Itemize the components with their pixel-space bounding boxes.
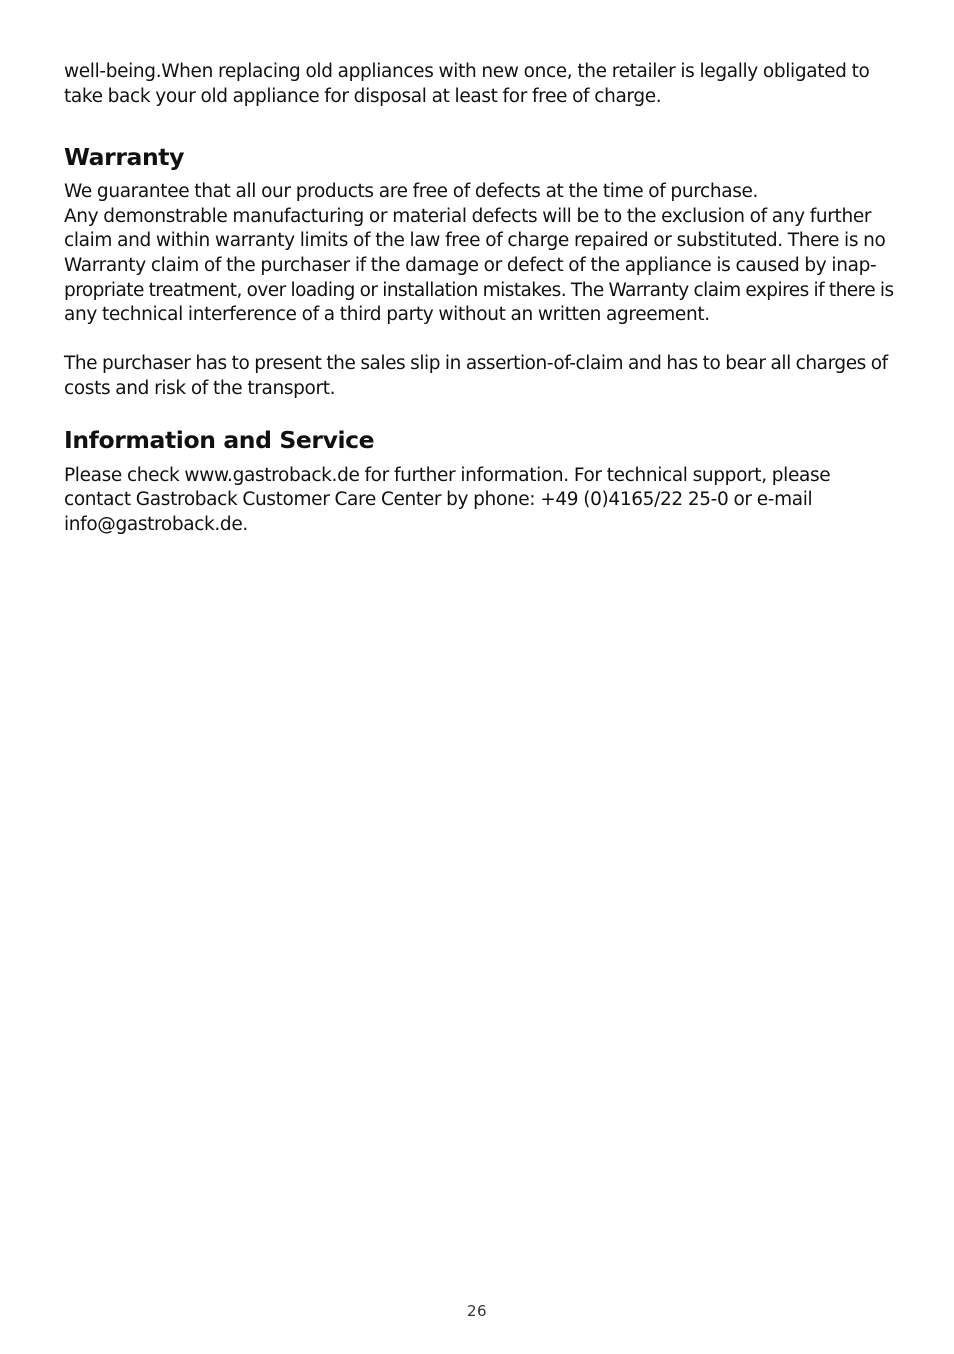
- intro-paragraph: [64, 60, 894, 109]
- warranty-heading: Warranty: [64, 143, 185, 172]
- info-line-2: contact Gastroback Customer Care Center by phone: +49 (0)4165/22 25-0 or e-mail: [64, 489, 813, 511]
- info-line-1: Please check www.gastroback.de for further information. For technical support, please: [64, 464, 831, 486]
- warranty-p1-line-6: any technical interference of a third party without an written agreement.: [64, 304, 710, 326]
- warranty-p2-line-1: The purchaser has to present the sales slip in assertion-of-claim and has to bear all charges of: [64, 353, 888, 375]
- warranty-p1-line-1: We guarantee that all our products are free of defects at the time of purchase.: [64, 181, 759, 203]
- warranty-paragraph-2: [64, 352, 894, 401]
- intro-line-2: take back your old appliance for disposal at least for free of charge.: [64, 85, 662, 107]
- document-page: [64, 60, 894, 537]
- info-service-paragraph: [64, 464, 894, 538]
- warranty-p1-line-5: propriate treatment, over loading or installation mistakes. The Warranty claim expires if there is: [64, 279, 894, 301]
- warranty-p1-line-3: claim and within warranty limits of the law free of charge repaired or substituted. There is no: [64, 230, 886, 252]
- warranty-p1-line-4: Warranty claim of the purchaser if the damage or defect of the appliance is caused by inap-: [64, 254, 877, 276]
- info-line-3: info@gastroback.de.: [64, 513, 248, 535]
- intro-line-1: well-being.When replacing old appliances with new once, the retailer is legally obligated to: [64, 61, 870, 82]
- info-service-heading: Information and Service: [64, 425, 375, 454]
- page-number: 26: [466, 1302, 488, 1320]
- warranty-p2-line-2: costs and risk of the transport.: [64, 377, 336, 399]
- warranty-paragraph-1: [64, 180, 894, 328]
- warranty-p1-line-2: Any demonstrable manufacturing or material defects will be to the exclusion of any further: [64, 205, 872, 227]
